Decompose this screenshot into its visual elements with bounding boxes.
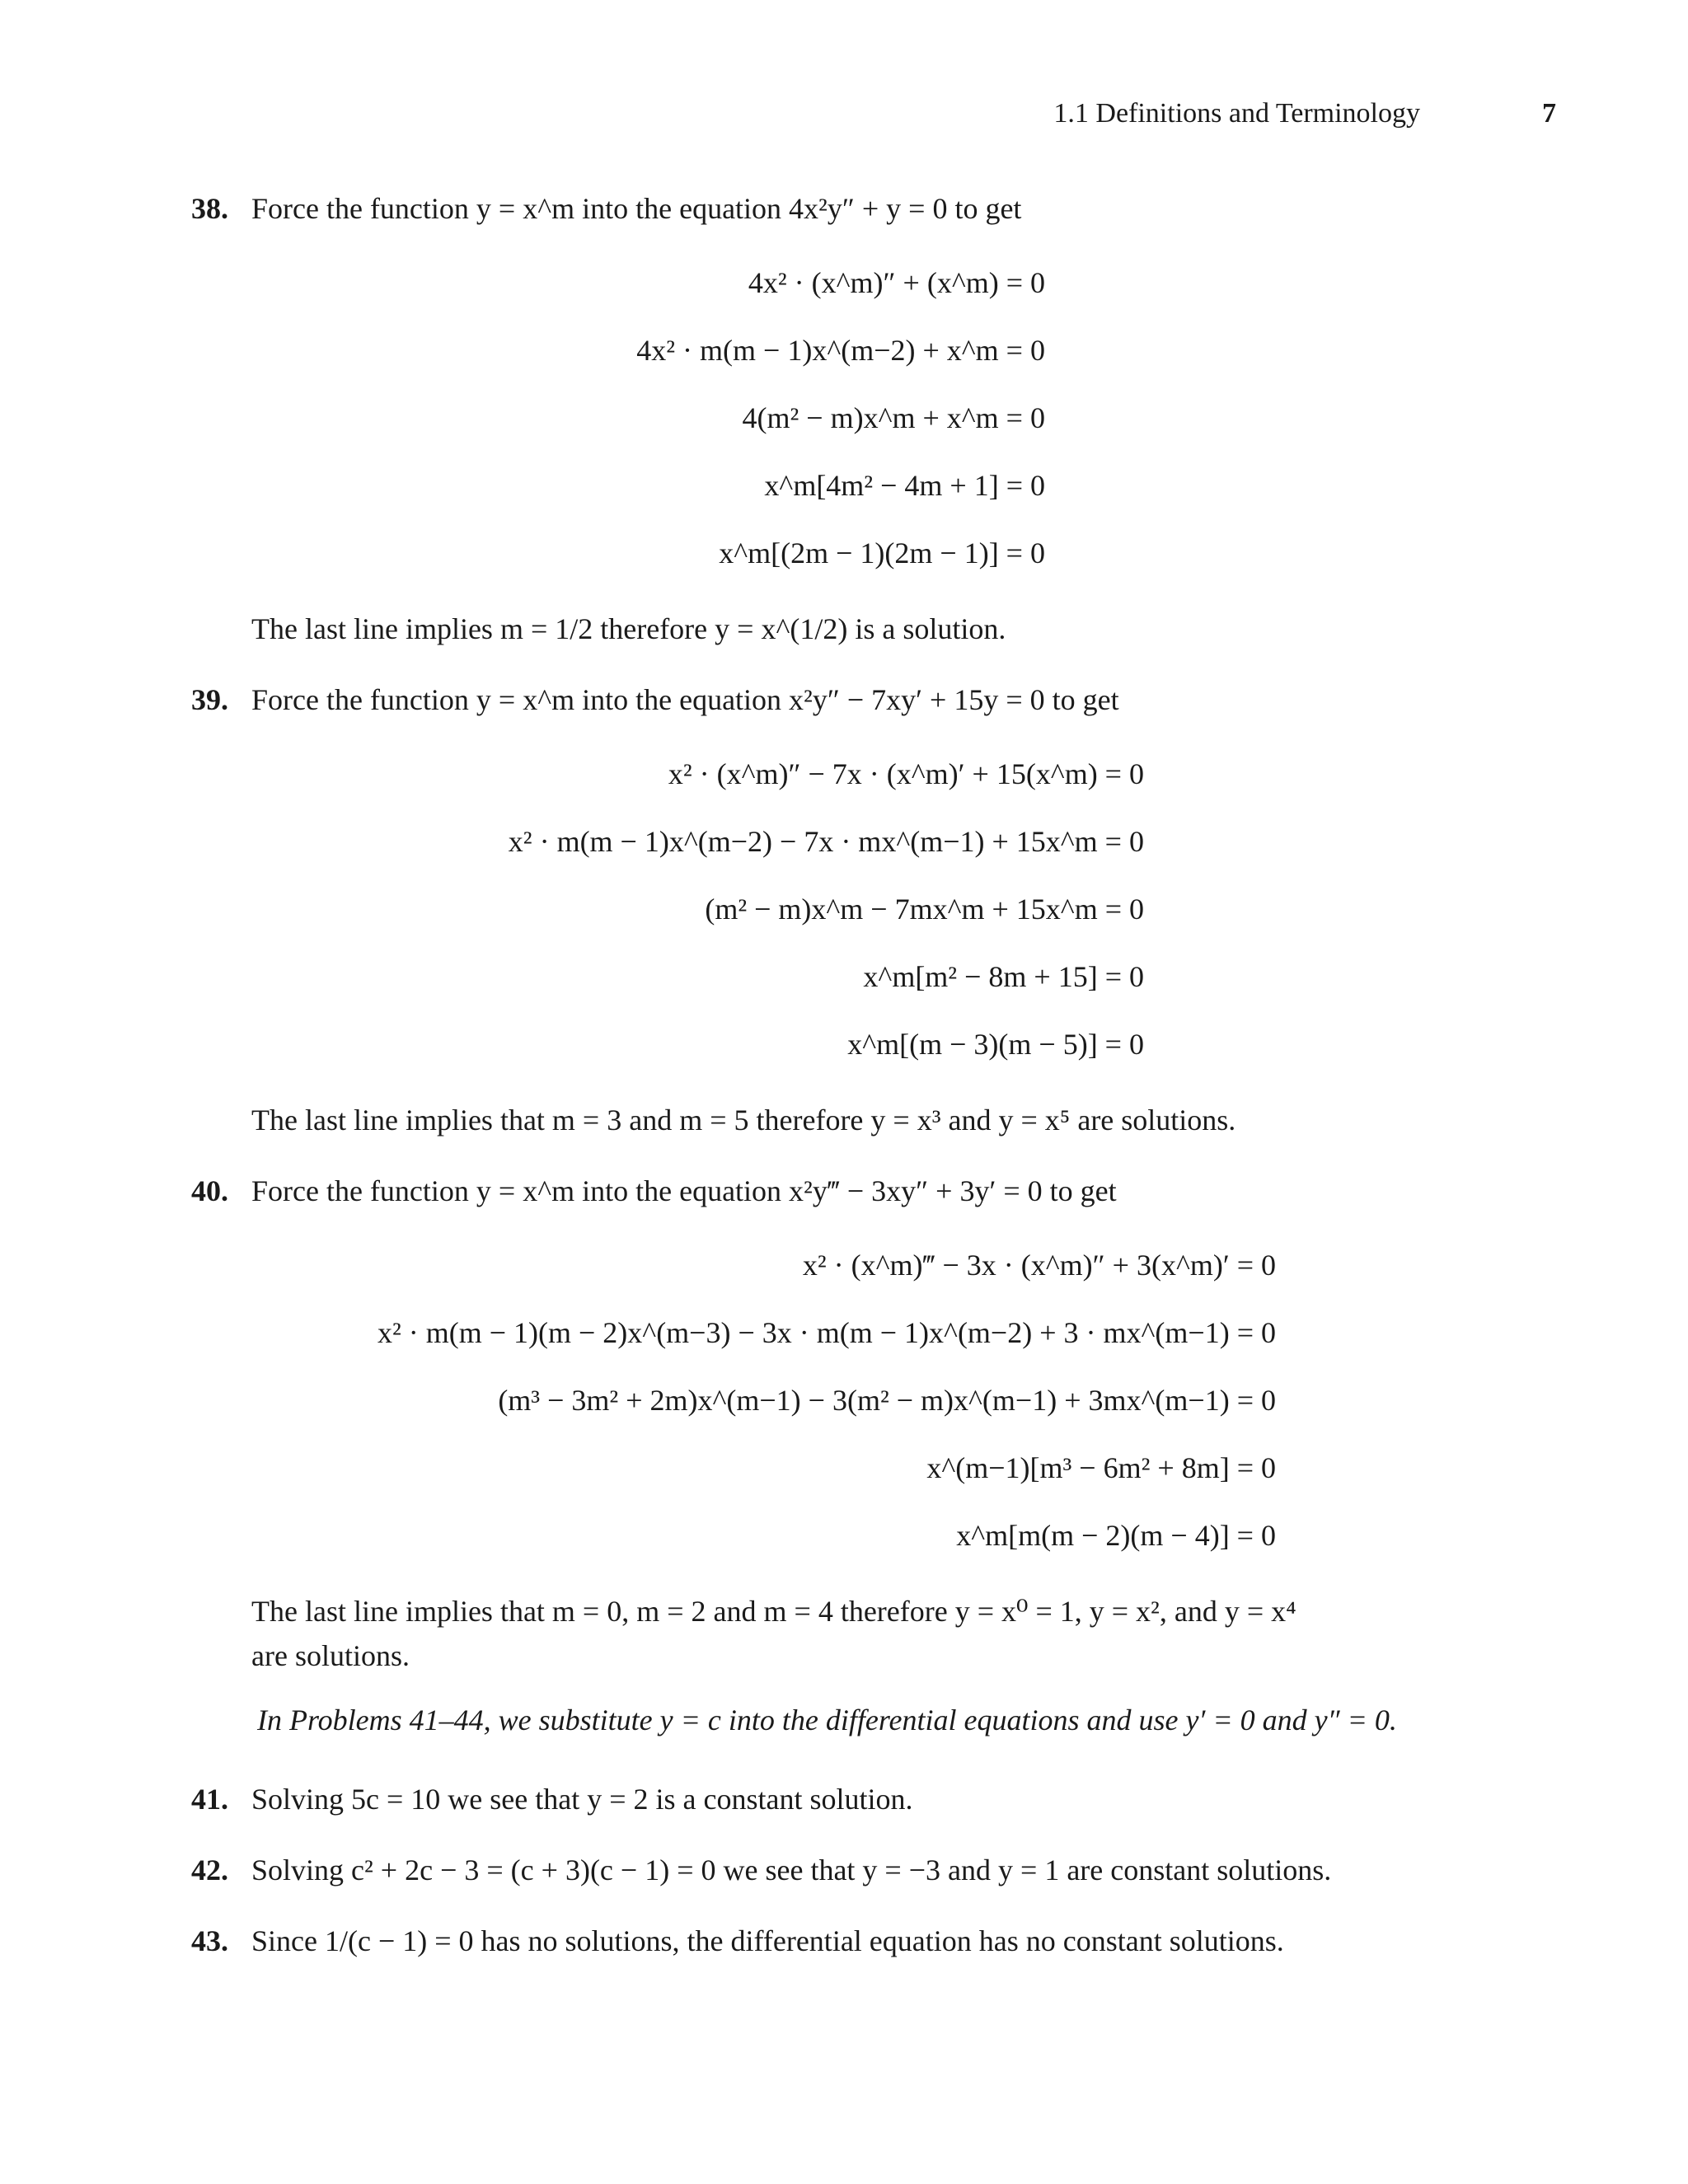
problem-38-number: 38.	[191, 192, 228, 225]
page-number: 7	[1542, 98, 1556, 129]
problem-38-step-1: 4x² · (x^m)″ + (x^m) = 0	[748, 266, 1045, 299]
problem-38-step-4: x^m[4m² − 4m + 1] = 0	[764, 469, 1045, 502]
problem-40-step-1: x² · (x^m)‴ − 3x · (x^m)″ + 3(x^m)′ = 0	[802, 1249, 1276, 1282]
problem-43-text: Since 1/(c − 1) = 0 has no solutions, the differential equation has no constant solutions.	[251, 1924, 1284, 1957]
problem-39-number: 39.	[191, 683, 228, 716]
problem-39-step-4: x^m[m² − 8m + 15] = 0	[863, 960, 1144, 993]
problem-39-step-2: x² · m(m − 1)x^(m−2) − 7x · mx^(m−1) + 15x^m = 0	[508, 825, 1144, 858]
problem-40-step-4: x^(m−1)[m³ − 6m² + 8m] = 0	[926, 1451, 1276, 1484]
problem-41-text: Solving 5c = 10 we see that y = 2 is a constant solution.	[251, 1783, 913, 1816]
problem-38-statement: Force the function y = x^m into the equation 4x²y″ + y = 0 to get	[251, 192, 1022, 225]
problem-39-step-3: (m² − m)x^m − 7mx^m + 15x^m = 0	[705, 893, 1144, 926]
problem-38-step-2: 4x² · m(m − 1)x^(m−2) + x^m = 0	[636, 334, 1045, 367]
intro-problems-41-44: In Problems 41–44, we substitute y = c into the differential equations and use y′ = 0 and y″ = 0.	[257, 1704, 1397, 1736]
running-header	[814, 97, 1556, 135]
problem-40-step-5: x^m[m(m − 2)(m − 4)] = 0	[956, 1519, 1276, 1552]
problem-38-step-5: x^m[(2m − 1)(2m − 1)] = 0	[719, 537, 1045, 569]
problem-42-number: 42.	[191, 1854, 228, 1886]
problem-40-step-2: x² · m(m − 1)(m − 2)x^(m−3) − 3x · m(m − 1)x^(m−2) + 3 · mx^(m−1) = 0	[377, 1316, 1276, 1349]
problem-39-conclusion: The last line implies that m = 3 and m = 5 therefore y = x³ and y = x⁵ are solutions.	[251, 1104, 1236, 1137]
problem-42-text: Solving c² + 2c − 3 = (c + 3)(c − 1) = 0 we see that y = −3 and y = 1 are constant solutions.	[251, 1854, 1332, 1886]
section-title: 1.1 Definitions and Terminology	[1053, 98, 1420, 129]
problem-40-statement: Force the function y = x^m into the equation x²y‴ − 3xy″ + 3y′ = 0 to get	[251, 1174, 1117, 1207]
problem-39-step-5: x^m[(m − 3)(m − 5)] = 0	[847, 1028, 1144, 1061]
problem-39-statement: Force the function y = x^m into the equation x²y″ − 7xy′ + 15y = 0 to get	[251, 683, 1119, 716]
problem-43-number: 43.	[191, 1924, 228, 1957]
problem-40-step-3: (m³ − 3m² + 2m)x^(m−1) − 3(m² − m)x^(m−1) + 3mx^(m−1) = 0	[498, 1384, 1276, 1417]
problem-38-conclusion: The last line implies m = 1/2 therefore y = x^(1/2) is a solution.	[251, 612, 1006, 645]
problem-39-step-1: x² · (x^m)″ − 7x · (x^m)′ + 15(x^m) = 0	[668, 757, 1144, 790]
problem-38-step-3: 4(m² − m)x^m + x^m = 0	[742, 401, 1045, 434]
problem-40-number: 40.	[191, 1174, 228, 1207]
problem-40-conclusion-line-1: The last line implies that m = 0, m = 2 and m = 4 therefore y = x⁰ = 1, y = x², and y = x⁴	[251, 1595, 1296, 1628]
problem-41-number: 41.	[191, 1783, 228, 1816]
problem-40-conclusion-line-2: are solutions.	[251, 1639, 410, 1672]
